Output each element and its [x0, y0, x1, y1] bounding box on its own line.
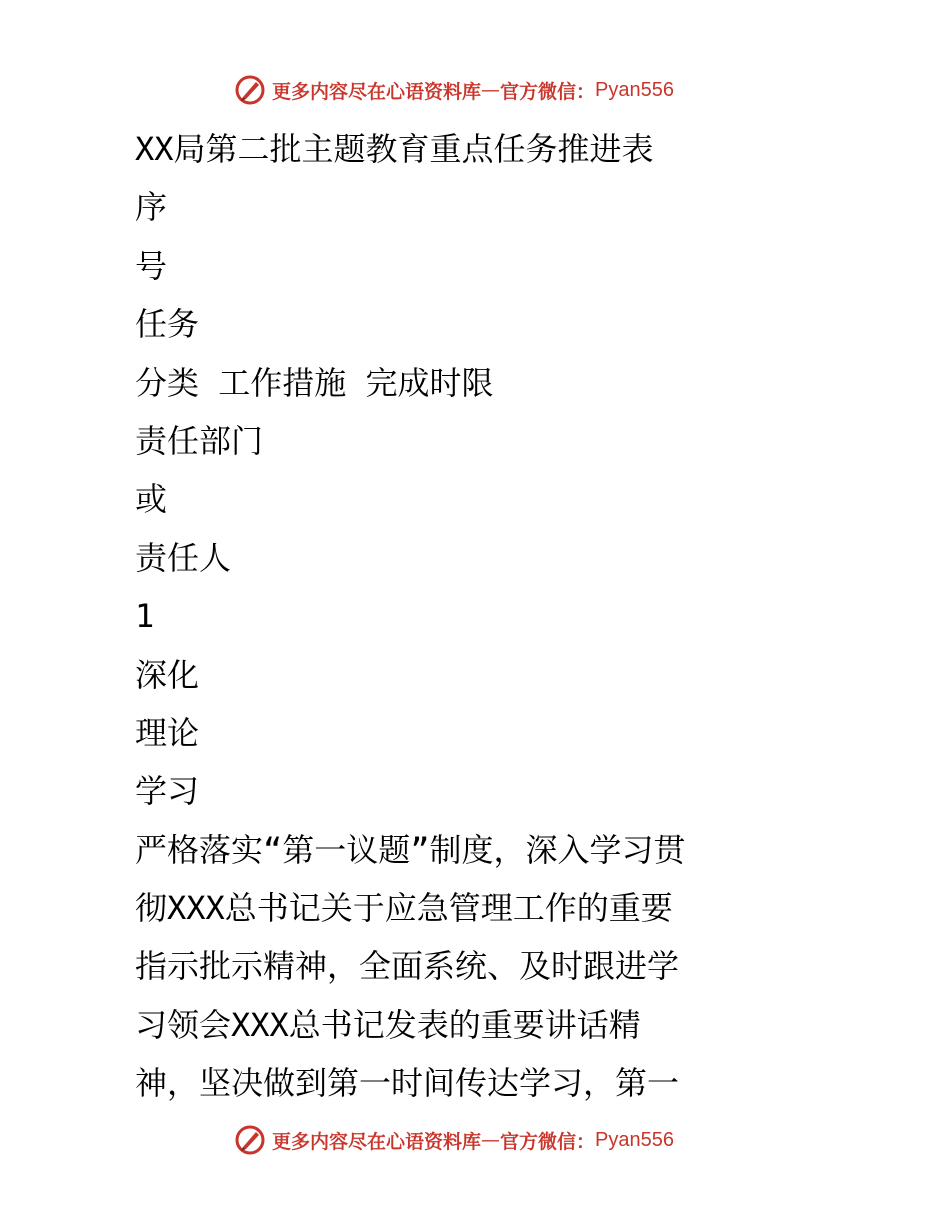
text-line: 严格落实“第一议题”制度，深入学习贯	[135, 830, 686, 869]
watermark-label: 官方微信：	[500, 80, 596, 103]
pen-logo-icon	[234, 1124, 266, 1156]
text-line: 或	[135, 480, 168, 519]
text-line: 号	[135, 246, 168, 285]
watermark-text: 更多内容尽在心语资料库	[272, 80, 482, 103]
text-line: 1	[135, 597, 155, 636]
text-line: 神，坚决做到第一时间传达学习，第一	[135, 1064, 680, 1103]
text-line: 序	[135, 188, 168, 227]
watermark-wechat-id: Pyan556	[595, 1128, 674, 1151]
text-line: 彻XXX总书记关于应急管理工作的重要	[135, 889, 673, 928]
watermark-wechat-id: Pyan556	[595, 78, 674, 101]
watermark-separator: —	[481, 1129, 501, 1151]
text-line: 指示批示精神，全面系统、及时跟进学	[135, 947, 680, 986]
text-line: 责任部门	[135, 421, 264, 460]
watermark-text: 更多内容尽在心语资料库	[272, 1130, 482, 1153]
watermark-separator: —	[481, 79, 501, 101]
watermark-label: 官方微信：	[500, 1130, 596, 1153]
text-line: 学习	[135, 772, 200, 811]
watermark-footer	[234, 1122, 674, 1158]
text-line: 任务	[135, 305, 200, 344]
text-line: 责任人	[135, 538, 232, 577]
document-body	[135, 120, 815, 1113]
text-line: 理论	[135, 713, 200, 752]
document-title: XX局第二批主题教育重点任务推进表	[135, 130, 654, 168]
text-line: 习领会XXX总书记发表的重要讲话精	[135, 1005, 641, 1044]
watermark-header	[234, 72, 674, 108]
pen-logo-icon	[234, 74, 266, 106]
text-line: 分类 工作措施 完成时限	[135, 363, 494, 402]
text-line: 深化	[135, 655, 200, 694]
